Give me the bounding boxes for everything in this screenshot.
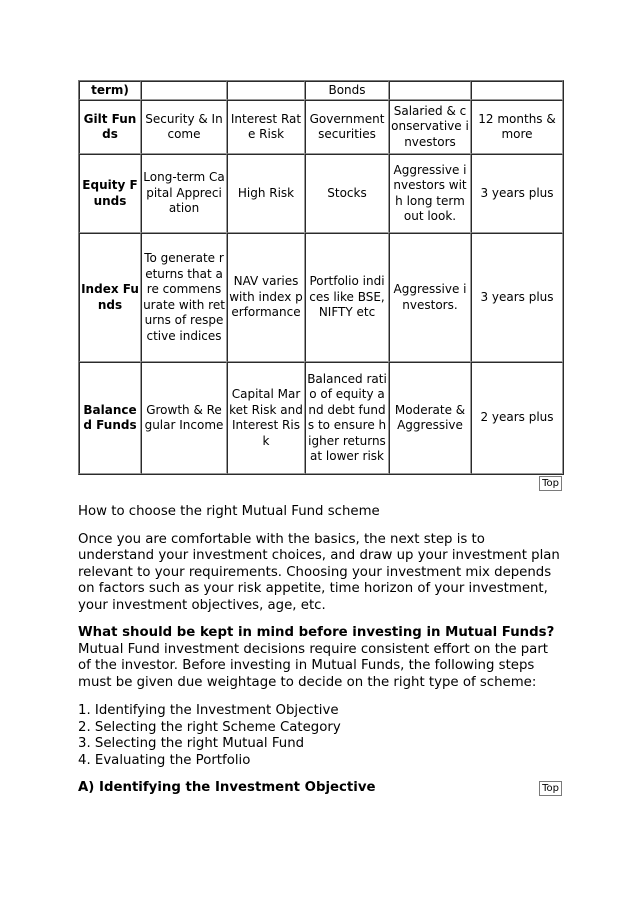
subsection-heading-row xyxy=(78,780,562,797)
fund-name-cell: term) xyxy=(79,81,141,100)
portfolio-cell: Bonds xyxy=(305,81,389,100)
question-paragraph: Mutual Fund investment decisions require consistent effort on the part of the investor. Before investing in Mutual Funds, the following steps must be given due weightage to decide on the right type of scheme: xyxy=(78,641,549,690)
section-heading: How to choose the right Mutual Fund scheme xyxy=(78,504,380,519)
list-item: 1. Identifying the Investment Objective xyxy=(78,703,339,718)
top-link[interactable]: Top xyxy=(539,476,562,491)
list-item: 2. Selecting the right Scheme Category xyxy=(78,719,341,735)
investor-cell: Salaried & conservative investors xyxy=(389,100,471,154)
horizon-cell: 12 months & more xyxy=(471,100,563,154)
list-item: 4. Evaluating the Portfolio xyxy=(78,752,251,768)
portfolio-cell: Stocks xyxy=(305,154,389,233)
fund-name-cell: Index Funds xyxy=(79,233,141,362)
objective-cell: Security & Income xyxy=(141,100,227,154)
risk-cell: High Risk xyxy=(227,154,305,233)
intro-paragraph: Once you are comfortable with the basics, the next step is to understand your investment choices, and draw up your investment plan relevant to your requirements. Choosing your investment mix depends on factors such as your risk appetite, time horizon of your investment, your investment objectives, age, etc. xyxy=(78,531,560,613)
top-link-row xyxy=(78,476,562,494)
top-link[interactable]: Top xyxy=(539,781,562,796)
fund-name-cell: Gilt Funds xyxy=(79,100,141,154)
horizon-cell xyxy=(471,81,563,100)
horizon-cell: 3 years plus xyxy=(471,233,563,362)
objective-cell: To generate returns that are commensurate with returns of respective indices xyxy=(141,233,227,362)
portfolio-cell: Balanced ratio of equity and debt funds to ensure higher returns at lower risk xyxy=(305,362,389,474)
investor-cell: Aggressive investors with long term out look. xyxy=(389,154,471,233)
steps-list xyxy=(78,703,562,769)
table-row xyxy=(79,100,563,154)
portfolio-cell: Portfolio indices like BSE, NIFTY etc xyxy=(305,233,389,362)
table-row xyxy=(79,362,563,474)
objective-cell: Growth & Regular Income xyxy=(141,362,227,474)
horizon-cell: 2 years plus xyxy=(471,362,563,474)
risk-cell: NAV varies with index performance xyxy=(227,233,305,362)
document-page xyxy=(78,80,562,797)
subsection-heading: A) Identifying the Investment Objective xyxy=(78,780,376,795)
horizon-cell: 3 years plus xyxy=(471,154,563,233)
table-row xyxy=(79,233,563,362)
fund-name-cell: Balanced Funds xyxy=(79,362,141,474)
portfolio-cell: Government securities xyxy=(305,100,389,154)
fund-types-table xyxy=(78,80,564,475)
list-item: 3. Selecting the right Mutual Fund xyxy=(78,736,305,751)
objective-cell xyxy=(141,81,227,100)
risk-cell xyxy=(227,81,305,100)
investor-cell xyxy=(389,81,471,100)
risk-cell: Interest Rate Risk xyxy=(227,100,305,154)
question-heading: What should be kept in mind before investing in Mutual Funds? xyxy=(78,625,555,640)
table-row xyxy=(79,154,563,233)
fund-name-cell: Equity Funds xyxy=(79,154,141,233)
risk-cell: Capital Market Risk and Interest Risk xyxy=(227,362,305,474)
table-row xyxy=(79,81,563,100)
objective-cell: Long-term Capital Appreciation xyxy=(141,154,227,233)
investor-cell: Aggressive investors. xyxy=(389,233,471,362)
investor-cell: Moderate & Aggressive xyxy=(389,362,471,474)
